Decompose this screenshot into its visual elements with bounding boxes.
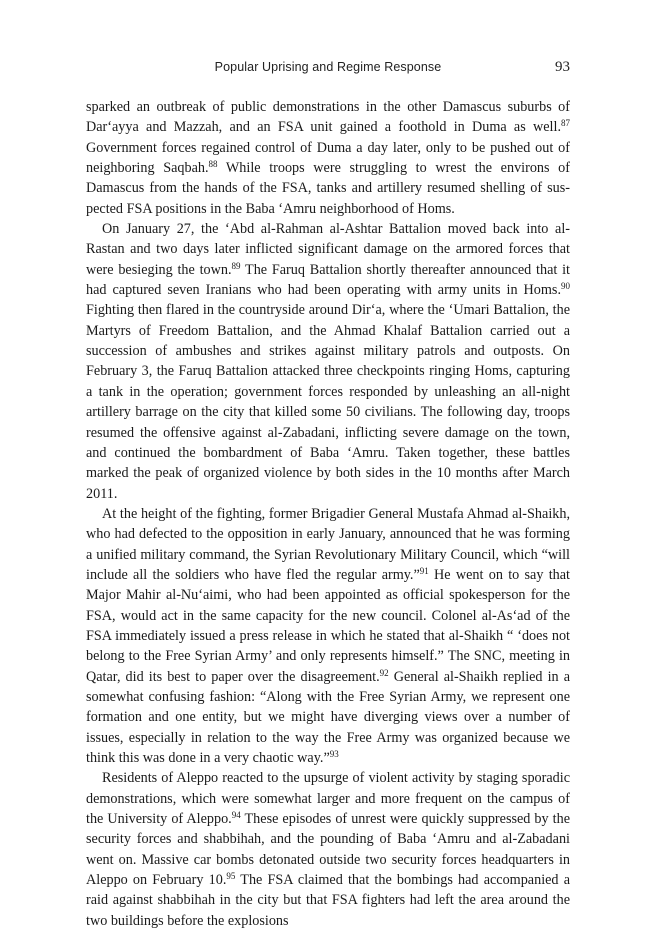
body-text <box>86 97 570 931</box>
paragraph <box>86 97 570 219</box>
footnote-marker: 94 <box>231 810 241 821</box>
paragraph-text: While troops were struggling to wrest the environs of Damascus from the hands of the FSA, tanks and artillery resumed shelling of suspected FSA positions in the Baba ‘Amru neighborhood of Homs. <box>86 160 570 217</box>
footnote-marker: 93 <box>329 749 339 759</box>
paragraph-text: At the height of the fighting, former Brigadier General Mustafa Ahmad al-Shaikh, who had defected to the opposition in early January, announced that he was forming a unified military command, the Syrian Revolutionary Military Council, which “will include all the soldiers who have fled the regular army.” <box>86 505 570 583</box>
footnote-marker: 95 <box>226 871 236 882</box>
page-number: 93 <box>555 59 570 75</box>
footnote-marker: 91 <box>419 565 429 576</box>
running-title: Popular Uprising and Regime Response <box>214 60 442 74</box>
running-head <box>86 60 570 80</box>
paragraph-text: The FSA claimed that the bombings had accompanied a raid against shabbihah in the city but that FSA fighters had left the area around the two buildings before the explosions <box>86 872 570 929</box>
paragraph-text: The Faruq Battalion shortly thereafter announced that it had captured seven Iranians who had been operating with army units in Homs. <box>86 261 570 299</box>
paragraph <box>86 504 570 768</box>
paragraph-text: Government forces regained control of Duma a day later, only to be pushed out of neighboring Saqbah. <box>86 139 570 177</box>
footnote-marker: 87 <box>561 118 570 129</box>
footnote-marker: 90 <box>561 281 570 292</box>
footnote-marker: 92 <box>379 667 389 678</box>
paragraph-text: He went on to say that Major Mahir al-Nu‘aimi, who had been appointed as official spokesperson for the FSA, would act in the same capacity for the new council. Colonel al-As‘ad of the FSA immediately issued a press release in which he stated that al-Shaikh “ ‘does not belong to the Free Syrian Army’ and only represents himself.” The SNC, meeting in Qatar, did its best to paper over the disagreement. <box>86 566 570 685</box>
paragraph <box>86 768 570 931</box>
footnote-marker: 88 <box>208 159 218 170</box>
footnote-marker: 89 <box>231 260 241 271</box>
paragraph-text: These episodes of unrest were quickly suppressed by the security forces and shabbihah, and the pounding of Baba ‘Amru and al-Zabadani went on. Massive car bombs detonated outside two security forces headquarters in Aleppo on February 10. <box>86 811 570 889</box>
paragraph <box>86 219 570 504</box>
paragraph-text: sparked an outbreak of public demonstrations in the other Damascus suburbs of Dar‘ayya and Mazzah, and an FSA unit gained a foothold in Duma as well. <box>86 99 570 136</box>
paragraph-text: Residents of Aleppo reacted to the upsurge of violent activity by staging sporadic demonstrations, which were somewhat larger and more frequent on the campus of the University of Aleppo. <box>86 770 570 828</box>
paragraph-text: General al-Shaikh replied in a somewhat confusing fashion: “Along with the Free Syrian Army, we represent one formation and one entity, but we might have diverging views over a number of issues, especially in relation to the way the Free Army was organized because we think this was done in a very chaotic way.” <box>86 668 570 766</box>
paragraph-text: On January 27, the ‘Abd al-Rahman al-Ashtar Battalion moved back into al-Rastan and two days later inflicted significant damage on the armored forces that were besieging the town. <box>86 221 570 278</box>
paragraph-text: Fighting then flared in the countryside around Dir‘a, where the ‘Umari Battalion, the Martyrs of Freedom Battalion, and the Ahmad Khalaf Battalion carried out a succession of ambushes and strikes against military patrols and outposts. On February 3, the Faruq Battalion attacked three checkpoints ringing Homs, capturing a tank in the operation; government forces responded by unleashing an all-night artillery barrage on the city that killed some 50 civilians. The following day, troops resumed the offensive against al-Zabadani, inflicting severe damage on the town, and continued the bombardment of Baba ‘Amru. Taken together, these battles marked the peak of organized violence by both sides in the 10 months after March 2011. <box>86 302 570 502</box>
